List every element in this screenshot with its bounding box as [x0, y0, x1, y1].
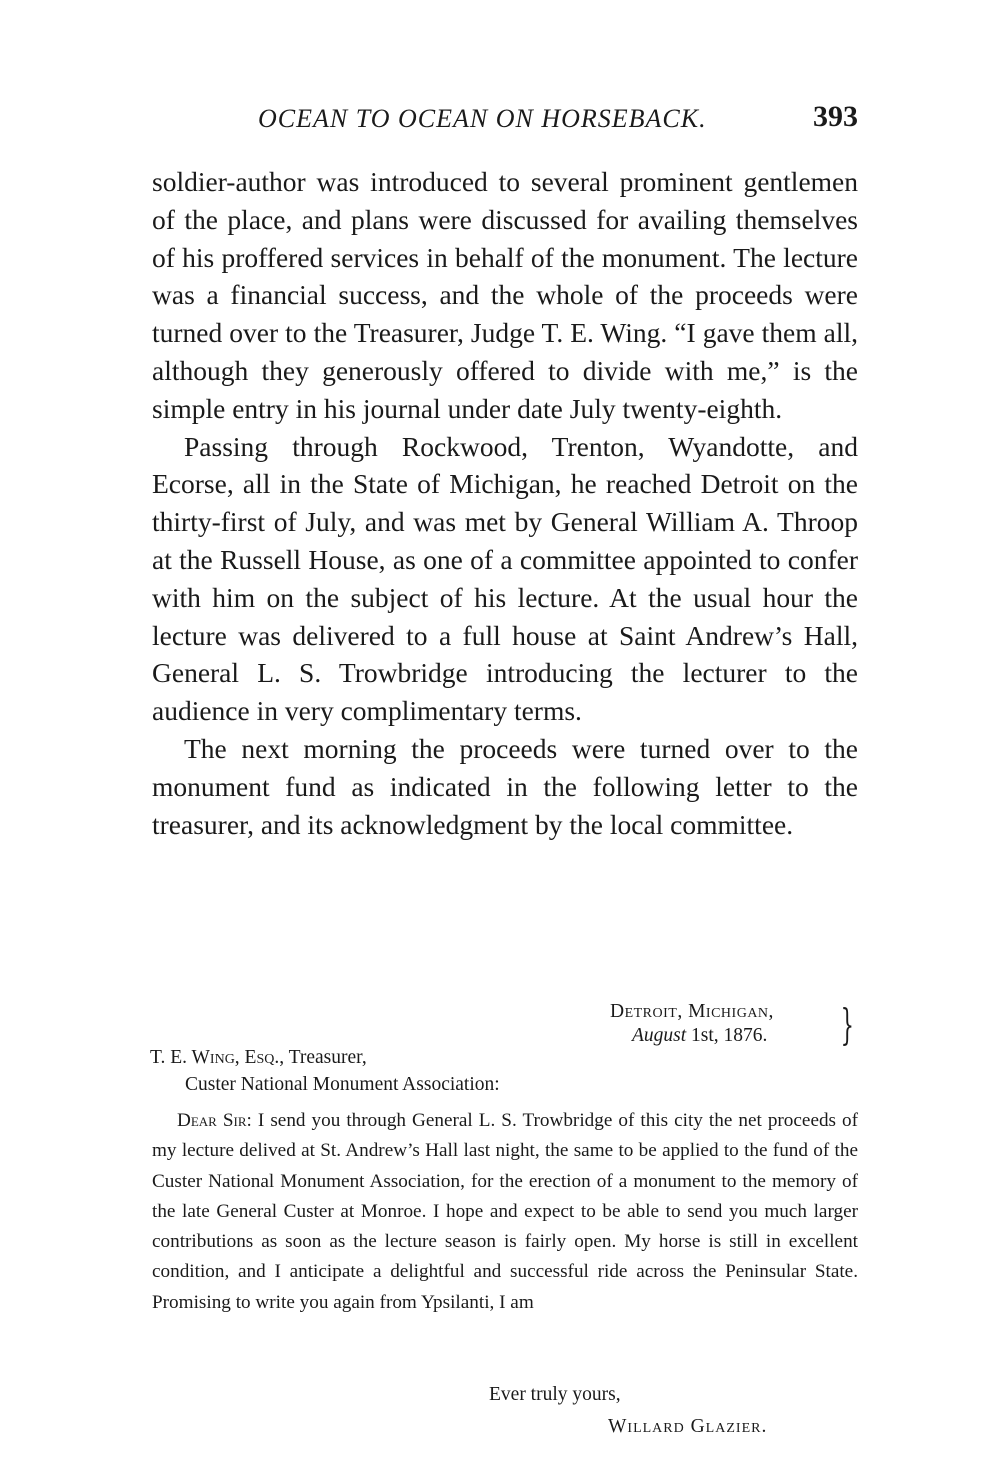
letter-text: I send you through General L. S. Trowbridge of this city the net proceeds of my lecture delived at St. Andrew’s Hall last night, the same to be applied to the fund of the Custer National Monument Association, for the erection of a monument to the memory of the late General Custer at Monroe. I hope and expect to be able to send you much larger contributions as soon as the lecture season is fairly open. My horse is still in excellent condition, and I anticipate a delightful and successful ride across the Peninsular State. Promising to write you again from Ypsilanti, I am — [152, 1110, 859, 1313]
paragraph-1: soldier-author was introduced to several prominent gentlemen of the place, and plans were discussed for availing themselves of his proffered services in behalf of the monument. The lecture was a financial success, and the whole of the proceeds were turned over to the Treasurer, Judge T. E. Wing. “I gave them all, although they generously offered to divide with me,” is the simple entry in his journal under date July twenty-eighth. — [152, 166, 858, 424]
address-role: Treasurer, — [288, 1047, 367, 1068]
paragraph-2: Passing through Rockwood, Trenton, Wyandotte, and Ecorse, all in the State of Michigan, he reached Detroit on the thirty-first of July, and was met by General William A. Throop at the Russell House, as one of a committee appointed to confer with him on the subject of his lecture. At the usual hour the lecture was delivered to a full house at Saint Andrew’s Hall, General L. S. Trowbridge introducing the lecturer to the audience in very complimentary terms. — [152, 430, 858, 727]
letter-dateline — [610, 1000, 840, 1048]
address-org: Custer National Monument Association: — [185, 1074, 500, 1095]
dateline-brace: } — [840, 1000, 855, 1049]
letter-signature: Willard Glazier. — [608, 1416, 768, 1437]
running-head — [150, 100, 860, 144]
running-title: OCEAN TO OCEAN ON HORSEBACK. — [258, 104, 707, 133]
letter-body — [152, 1106, 858, 1318]
dateline-date — [610, 1024, 840, 1048]
body-text — [152, 163, 858, 843]
page-number: 393 — [813, 100, 858, 133]
paragraph-3: The next morning the proceeds were turned over to the monument fund as indicated in the following letter to the treasurer, and its acknowledgment by the local committee. — [152, 732, 858, 840]
letter-address — [150, 1044, 500, 1098]
dateline-day-year: 1st, 1876. — [691, 1025, 768, 1046]
salutation: Dear Sir: — [177, 1110, 252, 1131]
address-name: T. E. Wing, Esq., — [150, 1047, 285, 1068]
dateline-place: Detroit, Michigan, — [610, 1001, 774, 1022]
dateline-month: August — [632, 1025, 687, 1046]
address-line-1 — [150, 1044, 500, 1071]
letter-closing: Ever truly yours, — [489, 1384, 621, 1405]
